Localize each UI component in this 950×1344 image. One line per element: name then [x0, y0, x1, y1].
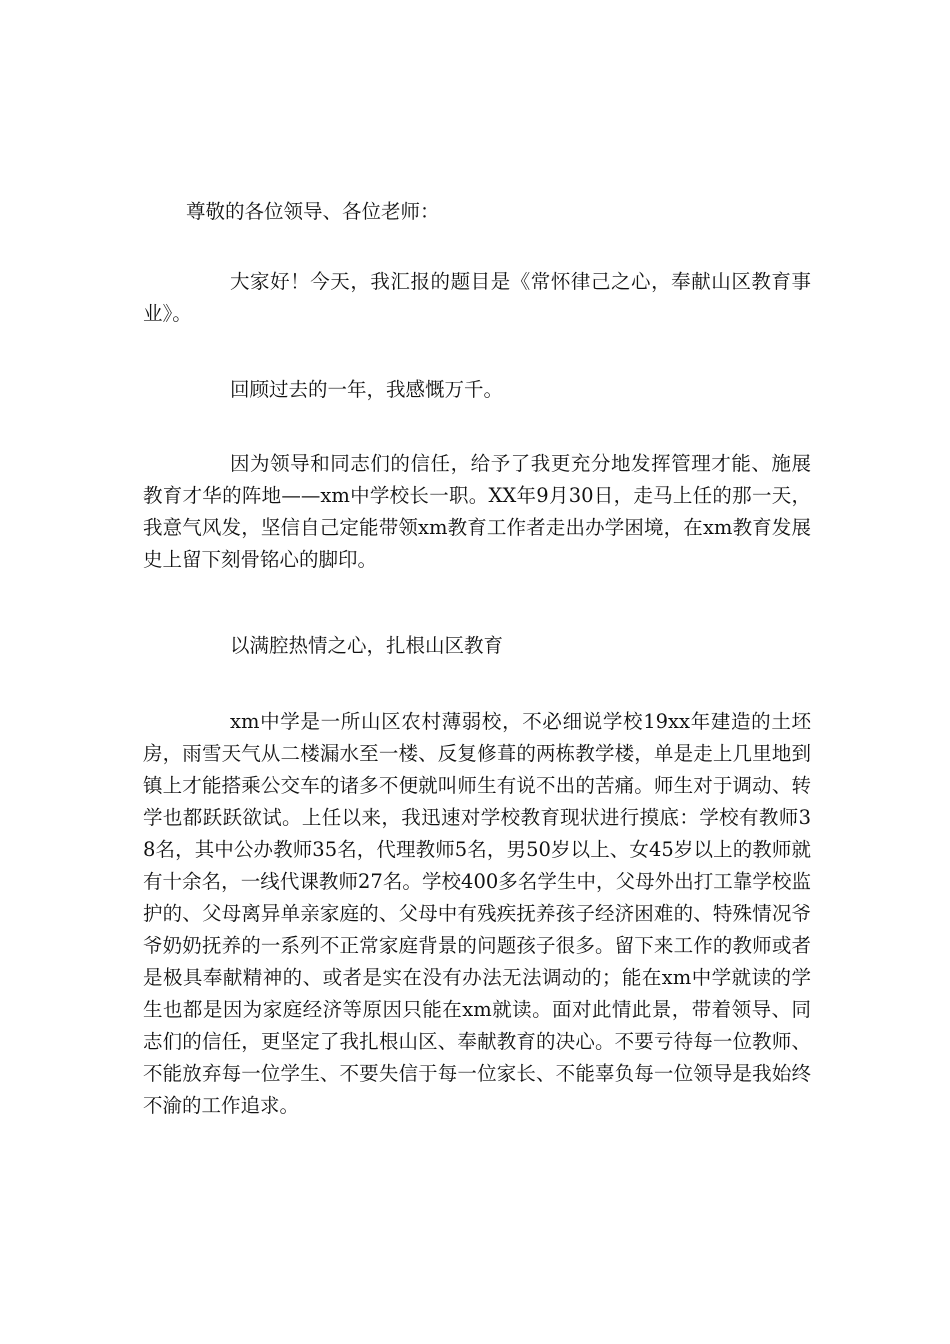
- section-heading: 以满腔热情之心，扎根山区教育: [230, 634, 504, 657]
- paragraph-school-situation: xm中学是一所山区农村薄弱校，不必细说学校19xx年建造的土坯房，雨雪天气从二楼漏水至一楼、反复修葺的两栋教学楼，单是走上几里地到镇上才能搭乘公交车的诸多不便就叫师生有说不出的苦痛。师生对于调动、转学也都跃跃欲试。上任以来，我迅速对学校教育现状进行摸底：学校有教师38名，其中公办教师35名，代理教师5名，男50岁以上、女45岁以上的教师就有十余名，一线代课教师27名。学校400多名学生中，父母外出打工靠学校监护的、父母离异单亲家庭的、父母中有残疾抚养孩子经济困难的、特殊情况爷爷奶奶抚养的一系列不正常家庭背景的问题孩子很多。留下来工作的教师或者是极具奉献精神的、或者是实在没有办法无法调动的；能在xm中学就读的学生也都是因为家庭经济等原因只能在xm就读。面对此情此景，带着领导、同志们的信任，更坚定了我扎根山区、奉献教育的决心。不要亏待每一位教师、不能放弃每一位学生、不要失信于每一位家长、不能辜负每一位领导是我始终不渝的工作追求。: [143, 710, 811, 1117]
- paragraph-reflection: 回顾过去的一年，我感慨万千。: [230, 378, 504, 401]
- paragraph-opening: 大家好！今天，我汇报的题目是《常怀律己之心，奉献山区教育事业》。: [143, 270, 811, 325]
- paragraph-appointment: 因为领导和同志们的信任，给予了我更充分地发挥管理才能、施展教育才华的阵地——xm中学校长一职。XX年9月30日，走马上任的那一天，我意气风发，坚信自己定能带领xm教育工作者走出办学困境，在xm教育发展史上留下刻骨铭心的脚印。: [143, 452, 811, 571]
- salutation: 尊敬的各位领导、各位老师：: [186, 200, 440, 223]
